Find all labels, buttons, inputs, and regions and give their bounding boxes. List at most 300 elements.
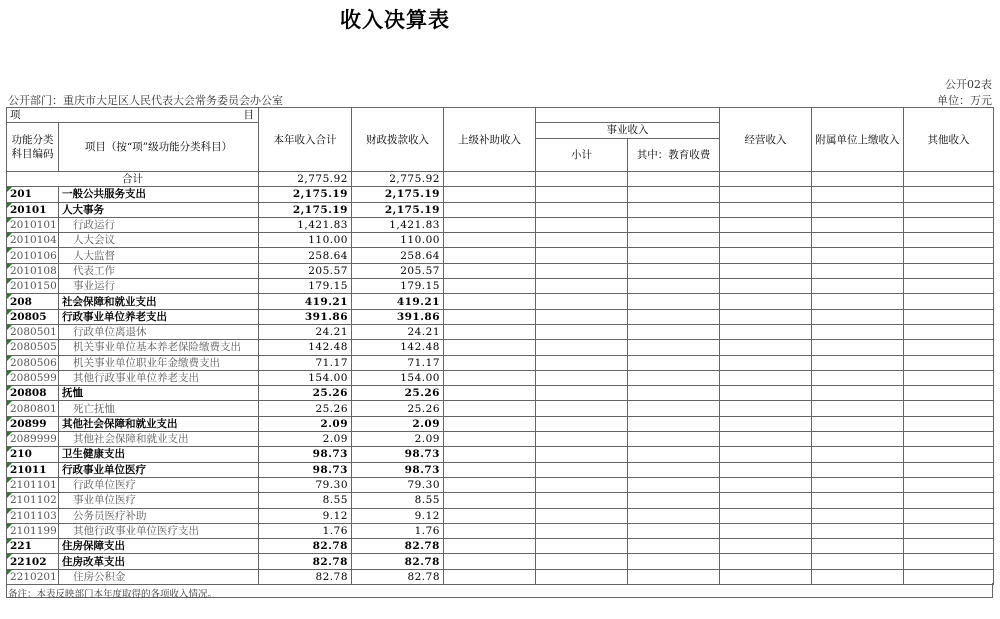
category-name: 事业运行 <box>59 279 259 294</box>
unit-label: 单位：万元 <box>937 94 992 107</box>
total-income-cell: 79.30 <box>259 477 352 492</box>
education-fee-header: 其中：教育收费 <box>628 138 720 171</box>
fiscal-income-cell: 142.48 <box>352 340 444 355</box>
empty-cell <box>628 462 720 477</box>
empty-cell <box>904 523 994 538</box>
empty-cell <box>536 370 628 385</box>
empty-cell <box>812 279 904 294</box>
empty-cell <box>904 217 994 232</box>
category-code: 22102 <box>7 554 59 569</box>
total-income-value: 2,775.92 <box>259 172 352 187</box>
empty-cell <box>444 309 536 324</box>
fiscal-income-cell: 82.78 <box>352 554 444 569</box>
empty-cell <box>812 462 904 477</box>
form-number: 公开02表 <box>945 78 992 91</box>
category-code: 208 <box>7 294 59 309</box>
empty-cell <box>904 477 994 492</box>
empty-cell <box>720 370 812 385</box>
empty-cell <box>720 493 812 508</box>
operating-income-header: 经营收入 <box>720 108 812 172</box>
table-row <box>7 233 994 248</box>
other-income-header: 其他收入 <box>904 108 994 172</box>
empty-cell <box>904 233 994 248</box>
empty-cell <box>444 248 536 263</box>
table-row <box>7 401 994 416</box>
category-code: 210 <box>7 447 59 462</box>
empty-cell <box>628 187 720 202</box>
table-row <box>7 248 994 263</box>
empty-cell <box>536 187 628 202</box>
empty-cell <box>812 477 904 492</box>
empty-cell <box>536 340 628 355</box>
empty-cell <box>904 187 994 202</box>
total-row <box>7 172 994 187</box>
total-income-cell: 391.86 <box>259 309 352 324</box>
category-code: 2101103 <box>7 508 59 523</box>
fiscal-income-cell: 98.73 <box>352 447 444 462</box>
total-income-cell: 82.78 <box>259 554 352 569</box>
empty-cell <box>904 370 994 385</box>
empty-cell <box>444 202 536 217</box>
fiscal-income-cell: 1.76 <box>352 523 444 538</box>
empty-cell <box>812 508 904 523</box>
empty-cell <box>536 416 628 431</box>
fiscal-income-cell: 71.17 <box>352 355 444 370</box>
item-header-cell <box>7 108 259 123</box>
total-income-cell: 2.09 <box>259 432 352 447</box>
fiscal-income-cell: 391.86 <box>352 309 444 324</box>
total-income-cell: 8.55 <box>259 493 352 508</box>
empty-cell <box>536 447 628 462</box>
category-code: 2010108 <box>7 263 59 278</box>
empty-cell <box>812 233 904 248</box>
table-row <box>7 462 994 477</box>
category-name: 机关事业单位基本养老保险缴费支出 <box>59 340 259 355</box>
empty-cell <box>628 217 720 232</box>
empty-cell <box>904 432 994 447</box>
empty-cell <box>904 554 994 569</box>
fiscal-income-cell: 205.57 <box>352 263 444 278</box>
empty-cell <box>812 539 904 554</box>
fiscal-income-cell: 79.30 <box>352 477 444 492</box>
category-name: 公务员医疗补助 <box>59 508 259 523</box>
category-name: 其他行政事业单位养老支出 <box>59 370 259 385</box>
total-income-cell: 82.78 <box>259 539 352 554</box>
table-row <box>7 309 994 324</box>
empty-cell <box>904 462 994 477</box>
table-row <box>7 370 994 385</box>
total-income-cell: 154.00 <box>259 370 352 385</box>
category-name: 行政事业单位养老支出 <box>59 309 259 324</box>
empty-cell <box>444 370 536 385</box>
empty-cell <box>812 447 904 462</box>
empty-cell <box>628 340 720 355</box>
table-row <box>7 523 994 538</box>
empty-cell <box>904 401 994 416</box>
category-name: 抚恤 <box>59 386 259 401</box>
empty-cell <box>444 340 536 355</box>
empty-cell <box>812 416 904 431</box>
name-column-header: 项目（按“项”级功能分类科目） <box>59 123 259 172</box>
fiscal-income-cell: 258.64 <box>352 248 444 263</box>
category-name: 行政运行 <box>59 217 259 232</box>
empty-cell <box>444 233 536 248</box>
total-income-header: 本年收入合计 <box>259 108 352 172</box>
empty-cell <box>628 416 720 431</box>
category-code: 20899 <box>7 416 59 431</box>
category-code: 2080599 <box>7 370 59 385</box>
category-code: 2089999 <box>7 432 59 447</box>
empty-cell <box>720 416 812 431</box>
total-label: 合计 <box>7 172 259 187</box>
table-row <box>7 493 994 508</box>
table-row <box>7 340 994 355</box>
table-row <box>7 386 994 401</box>
empty-cell <box>536 401 628 416</box>
fiscal-income-cell: 82.78 <box>352 539 444 554</box>
table-row <box>7 539 994 554</box>
fiscal-income-cell: 179.15 <box>352 279 444 294</box>
empty-cell <box>812 523 904 538</box>
empty-cell <box>720 386 812 401</box>
empty-cell <box>444 279 536 294</box>
empty-cell <box>536 386 628 401</box>
category-name: 行政事业单位医疗 <box>59 462 259 477</box>
affiliate-income-header: 附属单位上缴收入 <box>812 108 904 172</box>
empty-cell <box>536 539 628 554</box>
category-name: 事业单位医疗 <box>59 493 259 508</box>
category-code: 20805 <box>7 309 59 324</box>
superior-income-header: 上级补助收入 <box>444 108 536 172</box>
empty-cell <box>720 401 812 416</box>
empty-cell <box>904 248 994 263</box>
empty-cell <box>444 416 536 431</box>
empty-cell <box>536 279 628 294</box>
empty-cell <box>904 539 994 554</box>
table-row <box>7 217 994 232</box>
category-name: 住房保障支出 <box>59 539 259 554</box>
table-row <box>7 355 994 370</box>
category-code: 2101102 <box>7 493 59 508</box>
fiscal-income-cell: 9.12 <box>352 508 444 523</box>
empty-cell <box>904 263 994 278</box>
table-row <box>7 477 994 492</box>
empty-cell <box>812 386 904 401</box>
empty-cell <box>812 324 904 339</box>
empty-cell <box>812 217 904 232</box>
total-income-cell: 98.73 <box>259 447 352 462</box>
empty-cell <box>444 172 536 187</box>
table-row <box>7 508 994 523</box>
fiscal-income-cell: 8.55 <box>352 493 444 508</box>
empty-cell <box>536 554 628 569</box>
empty-cell <box>444 217 536 232</box>
total-income-cell: 2,175.19 <box>259 187 352 202</box>
category-code: 2210201 <box>7 569 59 584</box>
table-row <box>7 554 994 569</box>
empty-cell <box>536 309 628 324</box>
fiscal-income-cell: 2,175.19 <box>352 202 444 217</box>
empty-cell <box>904 355 994 370</box>
empty-cell <box>812 202 904 217</box>
empty-cell <box>444 386 536 401</box>
empty-cell <box>536 523 628 538</box>
total-income-cell: 24.21 <box>259 324 352 339</box>
total-income-cell: 258.64 <box>259 248 352 263</box>
empty-cell <box>720 187 812 202</box>
empty-cell <box>628 355 720 370</box>
empty-cell <box>720 217 812 232</box>
table-row <box>7 432 994 447</box>
total-income-cell: 2.09 <box>259 416 352 431</box>
empty-cell <box>812 309 904 324</box>
empty-cell <box>720 294 812 309</box>
category-name: 其他行政事业单位医疗支出 <box>59 523 259 538</box>
item-header-left: 项 <box>10 109 21 121</box>
table-row <box>7 202 994 217</box>
empty-cell <box>904 340 994 355</box>
empty-cell <box>536 324 628 339</box>
empty-cell <box>628 523 720 538</box>
category-code: 2101101 <box>7 477 59 492</box>
empty-cell <box>536 248 628 263</box>
empty-cell <box>536 172 628 187</box>
empty-cell <box>904 294 994 309</box>
empty-cell <box>628 370 720 385</box>
fiscal-income-header: 财政拨款收入 <box>352 108 444 172</box>
empty-cell <box>720 477 812 492</box>
empty-cell <box>904 447 994 462</box>
empty-cell <box>904 202 994 217</box>
empty-cell <box>904 279 994 294</box>
empty-cell <box>720 172 812 187</box>
table-row <box>7 447 994 462</box>
footnote: 备注：本表反映部门本年度取得的各项收入情况。 <box>8 589 218 600</box>
business-income-header: 事业收入 <box>536 123 720 139</box>
empty-cell <box>812 493 904 508</box>
empty-cell <box>628 493 720 508</box>
empty-cell <box>628 233 720 248</box>
empty-cell <box>904 309 994 324</box>
empty-cell <box>628 248 720 263</box>
empty-cell <box>536 508 628 523</box>
total-income-cell: 419.21 <box>259 294 352 309</box>
empty-cell <box>628 508 720 523</box>
empty-cell <box>628 401 720 416</box>
total-fiscal-value: 2,775.92 <box>352 172 444 187</box>
total-income-cell: 1,421.83 <box>259 217 352 232</box>
empty-cell <box>720 233 812 248</box>
total-income-cell: 2,175.19 <box>259 202 352 217</box>
table-row <box>7 263 994 278</box>
category-name: 行政单位离退休 <box>59 324 259 339</box>
empty-cell <box>720 248 812 263</box>
table-row <box>7 294 994 309</box>
empty-cell <box>628 279 720 294</box>
empty-cell <box>904 324 994 339</box>
empty-cell <box>628 386 720 401</box>
total-income-cell: 110.00 <box>259 233 352 248</box>
category-name: 其他社会保障和就业支出 <box>59 416 259 431</box>
empty-cell <box>628 324 720 339</box>
empty-cell <box>628 432 720 447</box>
empty-cell <box>720 309 812 324</box>
empty-cell <box>904 493 994 508</box>
category-name: 一般公共服务支出 <box>59 187 259 202</box>
empty-cell <box>628 202 720 217</box>
empty-cell <box>720 202 812 217</box>
fiscal-income-cell: 110.00 <box>352 233 444 248</box>
category-code: 2080801 <box>7 401 59 416</box>
table-row <box>7 324 994 339</box>
empty-cell <box>812 172 904 187</box>
fiscal-income-cell: 24.21 <box>352 324 444 339</box>
empty-cell <box>444 493 536 508</box>
table-row <box>7 416 994 431</box>
empty-cell <box>444 523 536 538</box>
total-income-cell: 71.17 <box>259 355 352 370</box>
category-code: 201 <box>7 187 59 202</box>
empty-cell <box>536 217 628 232</box>
category-name: 住房公积金 <box>59 569 259 584</box>
fiscal-income-cell: 2.09 <box>352 432 444 447</box>
empty-cell <box>812 554 904 569</box>
fiscal-income-cell: 419.21 <box>352 294 444 309</box>
fiscal-income-cell: 154.00 <box>352 370 444 385</box>
empty-cell <box>720 554 812 569</box>
category-name: 卫生健康支出 <box>59 447 259 462</box>
empty-cell <box>444 432 536 447</box>
empty-cell <box>904 508 994 523</box>
category-name: 人大会议 <box>59 233 259 248</box>
empty-cell <box>536 432 628 447</box>
empty-cell <box>444 447 536 462</box>
empty-cell <box>720 324 812 339</box>
empty-cell <box>720 340 812 355</box>
category-code: 2080506 <box>7 355 59 370</box>
empty-cell <box>904 386 994 401</box>
empty-cell <box>720 263 812 278</box>
fiscal-income-cell: 82.78 <box>352 569 444 584</box>
fiscal-income-cell: 25.26 <box>352 386 444 401</box>
empty-cell <box>720 279 812 294</box>
fiscal-income-cell: 98.73 <box>352 462 444 477</box>
empty-cell <box>444 554 536 569</box>
empty-cell <box>720 539 812 554</box>
empty-cell <box>812 401 904 416</box>
empty-cell <box>444 263 536 278</box>
empty-cell <box>812 187 904 202</box>
empty-cell <box>628 554 720 569</box>
category-name: 机关事业单位职业年金缴费支出 <box>59 355 259 370</box>
category-name: 住房改革支出 <box>59 554 259 569</box>
empty-cell <box>536 355 628 370</box>
empty-cell <box>536 477 628 492</box>
empty-cell <box>536 493 628 508</box>
category-code: 2010106 <box>7 248 59 263</box>
subtotal-header: 小计 <box>536 138 628 171</box>
total-income-cell: 25.26 <box>259 386 352 401</box>
total-income-cell: 1.76 <box>259 523 352 538</box>
empty-cell <box>444 477 536 492</box>
empty-cell <box>812 248 904 263</box>
empty-cell <box>812 355 904 370</box>
empty-cell <box>812 340 904 355</box>
empty-cell <box>536 462 628 477</box>
category-code: 20808 <box>7 386 59 401</box>
category-code: 21011 <box>7 462 59 477</box>
empty-cell <box>444 401 536 416</box>
category-name: 人大监督 <box>59 248 259 263</box>
report-title: 收入决算表 <box>340 8 450 32</box>
empty-cell <box>536 233 628 248</box>
category-code: 2010150 <box>7 279 59 294</box>
total-income-cell: 9.12 <box>259 508 352 523</box>
empty-cell <box>536 263 628 278</box>
empty-cell <box>536 202 628 217</box>
fiscal-income-cell: 25.26 <box>352 401 444 416</box>
empty-cell <box>628 172 720 187</box>
empty-cell <box>444 355 536 370</box>
category-name: 人大事务 <box>59 202 259 217</box>
empty-cell <box>812 263 904 278</box>
category-code: 2080505 <box>7 340 59 355</box>
total-income-cell: 25.26 <box>259 401 352 416</box>
empty-cell <box>720 523 812 538</box>
empty-cell <box>904 172 994 187</box>
empty-cell <box>444 324 536 339</box>
empty-cell <box>720 432 812 447</box>
fiscal-income-cell: 1,421.83 <box>352 217 444 232</box>
empty-cell <box>720 508 812 523</box>
total-income-cell: 98.73 <box>259 462 352 477</box>
table-row <box>7 187 994 202</box>
empty-cell <box>628 539 720 554</box>
code-column-header: 功能分类科目编码 <box>7 123 59 172</box>
empty-cell <box>444 294 536 309</box>
empty-cell <box>628 447 720 462</box>
empty-cell <box>628 294 720 309</box>
empty-cell <box>444 539 536 554</box>
empty-cell <box>904 416 994 431</box>
empty-cell <box>812 294 904 309</box>
empty-cell <box>812 370 904 385</box>
category-code: 2080501 <box>7 324 59 339</box>
category-code: 221 <box>7 539 59 554</box>
category-code: 2010101 <box>7 217 59 232</box>
empty-cell <box>444 508 536 523</box>
empty-cell <box>628 263 720 278</box>
category-name: 社会保障和就业支出 <box>59 294 259 309</box>
empty-cell <box>720 462 812 477</box>
empty-cell <box>628 309 720 324</box>
empty-cell <box>444 462 536 477</box>
total-income-cell: 142.48 <box>259 340 352 355</box>
total-income-cell: 82.78 <box>259 569 352 584</box>
table-row <box>7 279 994 294</box>
empty-cell <box>628 477 720 492</box>
fiscal-income-cell: 2.09 <box>352 416 444 431</box>
empty-cell <box>812 432 904 447</box>
category-code: 2101199 <box>7 523 59 538</box>
item-header-right: 目 <box>243 109 254 121</box>
category-name: 其他社会保障和就业支出 <box>59 432 259 447</box>
department-label: 公开部门：重庆市大足区人民代表大会常务委员会办公室 <box>8 94 283 107</box>
category-code: 2010104 <box>7 233 59 248</box>
empty-cell <box>444 187 536 202</box>
category-name: 代表工作 <box>59 263 259 278</box>
total-income-cell: 179.15 <box>259 279 352 294</box>
